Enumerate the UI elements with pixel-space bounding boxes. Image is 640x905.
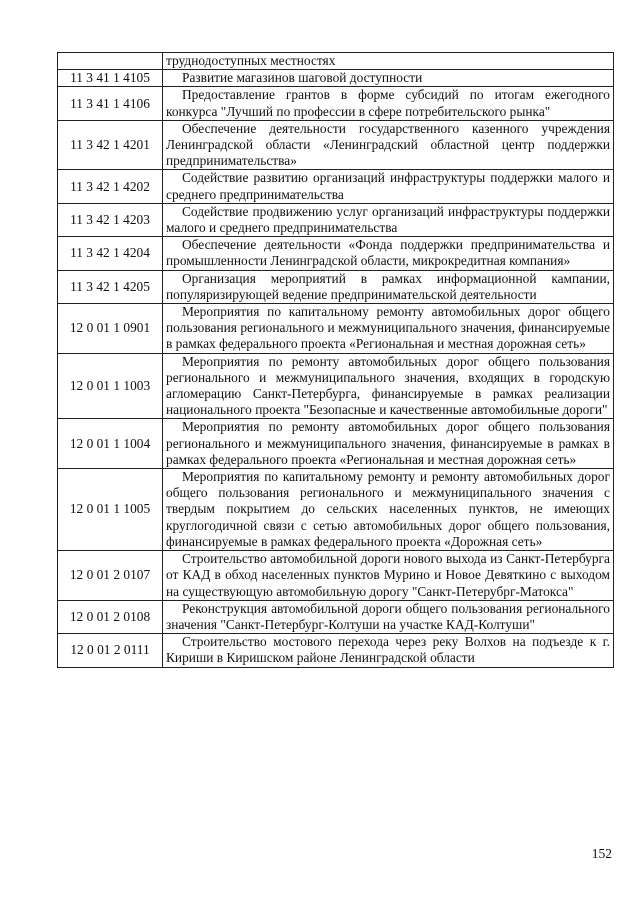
table-row: [58, 120, 614, 170]
description-cell: Реконструкция автомобильной дороги общего пользования регионального значения "Санкт-Петербург-Колтуши на участке КАД-Колтуши": [163, 600, 614, 633]
description-cell: Мероприятия по капитальному ремонту автомобильных дорог общего пользования регионального и межмуниципального значения, финансируемые в рамках федерального проекта «Региональная и местная дорожная сеть»: [163, 304, 614, 354]
description-cell: Содействие продвижению услуг организаций инфраструктуры поддержки малого и среднего предпринимательства: [163, 203, 614, 236]
table-row: [58, 87, 614, 120]
code-cell: 11 3 41 1 4105: [58, 70, 163, 87]
table-row: [58, 237, 614, 270]
description-cell: Строительство мостового перехода через реку Волхов на подъезде к г. Кириши в Киришском районе Ленинградской области: [163, 634, 614, 667]
table-row: [58, 70, 614, 87]
budget-codes-table: [57, 52, 614, 668]
table-row: [58, 551, 614, 601]
table-row: [58, 419, 614, 469]
code-cell: 12 0 01 1 1005: [58, 469, 163, 551]
table-row: [58, 53, 614, 70]
description-cell: Организация мероприятий в рамках информационной кампании, популяризирующей ведение предпринимательской деятельности: [163, 270, 614, 303]
description-cell: Содействие развитию организаций инфраструктуры поддержки малого и среднего предпринимательства: [163, 170, 614, 203]
page-number: 152: [591, 846, 612, 861]
description-cell: Обеспечение деятельности «Фонда поддержки предпринимательства и промышленности Ленинградской области, микрокредитная компания»: [163, 237, 614, 270]
description-cell: Обеспечение деятельности государственного казенного учреждения Ленинградской области «Ленинградский областной центр поддержки предпринимательства»: [163, 120, 614, 170]
code-cell: 11 3 42 1 4202: [58, 170, 163, 203]
description-cell: Мероприятия по ремонту автомобильных дорог общего пользования регионального и межмуниципального значения, входящих в городскую агломерацию Санкт-Петербурга, финансируемые в рамках реализации национального проекта "Безопасные и качественные автомобильные дороги": [163, 353, 614, 419]
table-row: [58, 304, 614, 354]
description-cell: труднодоступных местностях: [163, 53, 614, 70]
code-cell: 12 0 01 1 1004: [58, 419, 163, 469]
description-cell: Развитие магазинов шаговой доступности: [163, 70, 614, 87]
table-row: [58, 634, 614, 667]
code-cell: 11 3 42 1 4203: [58, 203, 163, 236]
code-cell: 11 3 41 1 4106: [58, 87, 163, 120]
table-row: [58, 170, 614, 203]
code-cell: 12 0 01 1 0901: [58, 304, 163, 354]
code-cell: 11 3 42 1 4204: [58, 237, 163, 270]
code-cell: 11 3 42 1 4201: [58, 120, 163, 170]
code-cell: 12 0 01 2 0111: [58, 634, 163, 667]
table-row: [58, 600, 614, 633]
description-cell: Мероприятия по ремонту автомобильных дорог общего пользования регионального и межмуниципального значения, финансируемые в рамках в рамках федерального проекта «Региональная и местная дорожная сеть»: [163, 419, 614, 469]
table-row: [58, 469, 614, 551]
table-row: [58, 270, 614, 303]
table-row: [58, 353, 614, 419]
description-cell: Мероприятия по капитальному ремонту и ремонту автомобильных дорог общего пользования регионального и межмуниципального значения с твердым покрытием до сельских населенных пунктов, не имеющих круглогодичной связи с сетью автомобильных дорог общего пользования, финансируемые в рамках федерального проекта «Дорожная сеть»: [163, 469, 614, 551]
code-cell: 12 0 01 1 1003: [58, 353, 163, 419]
code-cell: 12 0 01 2 0108: [58, 600, 163, 633]
table-row: [58, 203, 614, 236]
code-cell: 11 3 42 1 4205: [58, 270, 163, 303]
code-cell: [58, 53, 163, 70]
code-cell: 12 0 01 2 0107: [58, 551, 163, 601]
description-cell: Предоставление грантов в форме субсидий по итогам ежегодного конкурса "Лучший по профессии в сфере потребительского рынка": [163, 87, 614, 120]
description-cell: Строительство автомобильной дороги нового выхода из Санкт-Петербурга от КАД в обход населенных пунктов Мурино и Новое Девяткино с выходом на существующую автомобильную дорогу "Санкт-Петерубрг-Матокса": [163, 551, 614, 601]
